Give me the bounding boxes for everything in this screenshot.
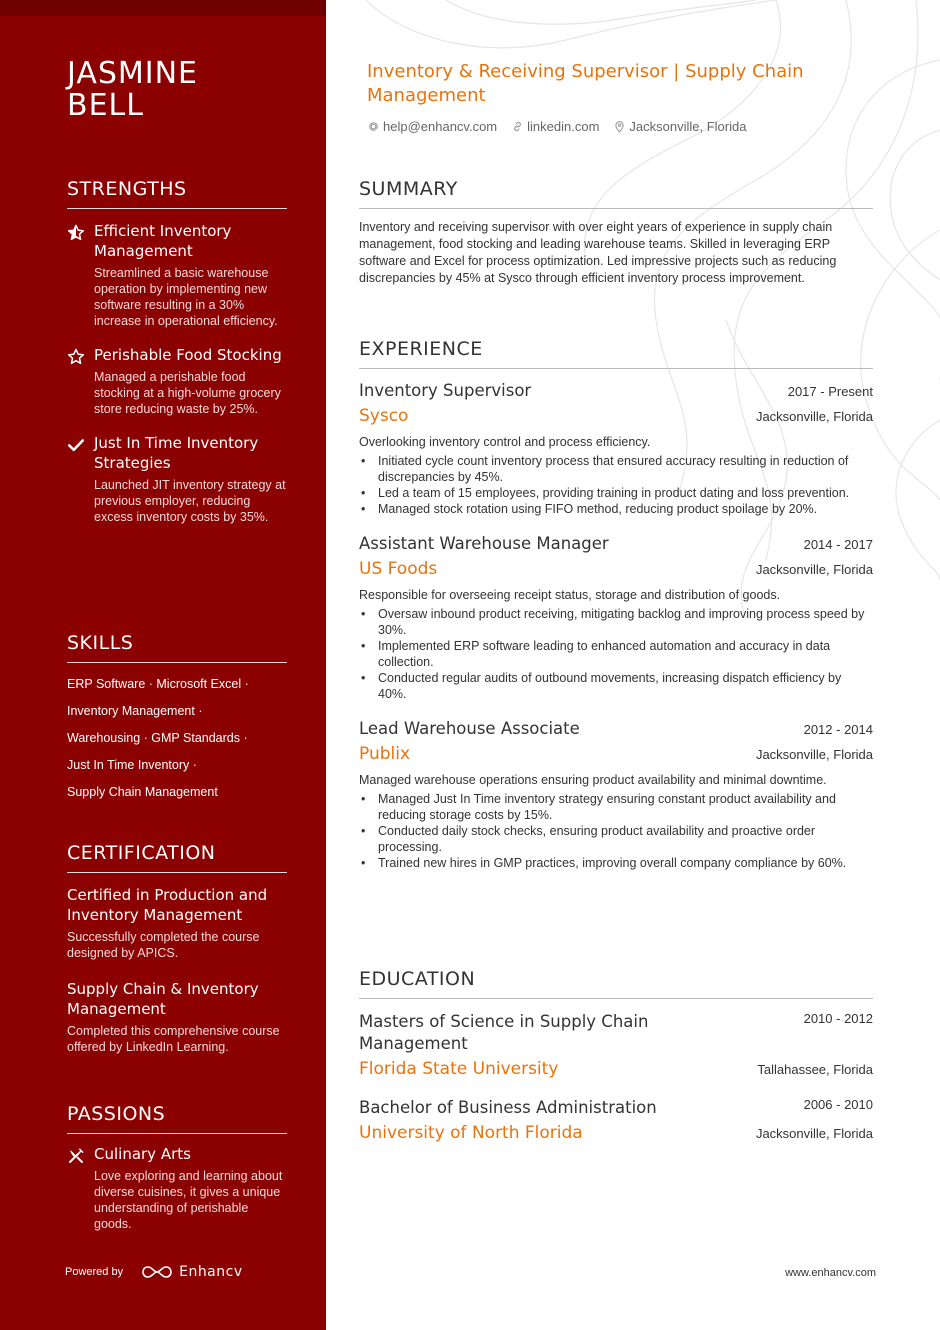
job-bullet: • Conducted regular audits of outbound movements, increasing dispatch efficiency by 40%. xyxy=(359,670,873,702)
certification-section xyxy=(67,842,287,1055)
summary-text: Inventory and receiving supervisor with over eight years of experience in supply chain management, food stocking and leading warehouse teams. Skilled in leveraging ERP software and Excel for process optimization. Led impressive projects such as reducing discrepancies by 45% at Sysco through efficient inventory process improvement. xyxy=(359,220,837,285)
strength-title: Efficient Inventory Management xyxy=(94,222,232,260)
first-name: JASMINE xyxy=(67,56,199,91)
brand-name: Enhancv xyxy=(179,1264,243,1280)
job-description: Overlooking inventory control and process efficiency. xyxy=(359,435,651,449)
strength-title: Perishable Food Stocking xyxy=(94,346,282,364)
school-location: Jacksonville, Florida xyxy=(755,1126,873,1141)
experience-section xyxy=(359,338,873,871)
contact-location xyxy=(613,119,746,134)
degree-title: Masters of Science in Supply Chain Management xyxy=(359,1012,649,1053)
job-bullets xyxy=(359,453,873,517)
contact-bar xyxy=(367,119,760,134)
job-title: Inventory Supervisor xyxy=(359,381,532,400)
school-name: University of North Florida xyxy=(359,1123,583,1143)
at-icon xyxy=(367,120,380,133)
education-entry xyxy=(359,1097,873,1143)
candidate-name xyxy=(67,58,198,122)
cert-desc: Completed this comprehensive course offered by LinkedIn Learning. xyxy=(67,1024,280,1054)
skills-title: SKILLS xyxy=(67,632,287,663)
footer-url[interactable]: www.enhancv.com xyxy=(785,1267,876,1279)
last-name: BELL xyxy=(67,88,144,123)
certification-title: CERTIFICATION xyxy=(67,842,287,873)
strength-title: Just In Time Inventory Strategies xyxy=(94,434,259,472)
powered-by xyxy=(65,1264,243,1280)
strengths-title: STRENGTHS xyxy=(67,178,287,209)
job-bullet: • Oversaw inbound product receiving, mitigating backlog and improving process speed by 30%. xyxy=(359,606,873,638)
skill-line: Supply Chain Management xyxy=(67,785,218,799)
job-date: 2014 - 2017 xyxy=(803,537,873,552)
powered-by-label: Powered by xyxy=(65,1266,124,1278)
job-bullets xyxy=(359,606,873,702)
school-location: Tallahassee, Florida xyxy=(757,1062,873,1077)
job-bullet: • Implemented ERP software leading to enhanced automation and accuracy in data collection. xyxy=(359,638,873,670)
strength-desc: Launched JIT inventory strategy at previous employer, reducing excess inventory costs by 35%. xyxy=(94,478,286,524)
job-bullet: • Initiated cycle count inventory process that ensured accuracy resulting in reduction of discrepancies by 45%. xyxy=(359,453,873,485)
experience-title: EXPERIENCE xyxy=(359,338,873,369)
strength-desc: Streamlined a basic warehouse operation by implementing new software resulting in a 30% increase in operational efficiency. xyxy=(94,266,278,328)
passion-desc: Love exploring and learning about diverse cuisines, it gives a unique understanding of perishable goods. xyxy=(94,1169,283,1231)
passions-section xyxy=(67,1103,287,1232)
job-company: Sysco xyxy=(359,406,409,426)
education-date: 2010 - 2012 xyxy=(803,1011,873,1026)
job-bullet: • Trained new hires in GMP practices, improving overall company compliance by 60%. xyxy=(359,855,873,871)
cert-title: Certified in Production and Inventory Management xyxy=(67,886,268,924)
strength-item xyxy=(67,345,287,417)
skill-line: ERP Software · Microsoft Excel · xyxy=(67,677,249,691)
skill-line: Inventory Management · xyxy=(67,704,203,718)
education-section xyxy=(359,968,873,1143)
contact-location-text: Jacksonville, Florida xyxy=(629,119,747,134)
half-star-icon xyxy=(67,224,85,242)
location-pin-icon xyxy=(613,120,626,133)
star-outline-icon xyxy=(67,348,85,366)
cert-item xyxy=(67,979,287,1055)
summary-section xyxy=(359,178,873,287)
skills-section xyxy=(67,632,287,806)
contact-linkedin-text: linkedin.com xyxy=(527,119,600,134)
strength-item xyxy=(67,221,287,329)
job-entry xyxy=(359,381,873,517)
summary-title: SUMMARY xyxy=(359,178,873,209)
job-location: Jacksonville, Florida xyxy=(755,747,873,762)
sidebar-top-band xyxy=(0,0,326,16)
cert-title: Supply Chain & Inventory Management xyxy=(67,980,259,1018)
contact-linkedin[interactable] xyxy=(511,119,599,134)
job-description: Responsible for overseeing receipt status, storage and distribution of goods. xyxy=(359,588,781,602)
job-entry xyxy=(359,534,873,702)
job-description: Managed warehouse operations ensuring product availability and minimal downtime. xyxy=(359,773,827,787)
contact-email-text: help@enhancv.com xyxy=(383,119,498,134)
school-name: Florida State University xyxy=(359,1059,559,1079)
strengths-section xyxy=(67,178,287,525)
skill-line: Warehousing · GMP Standards · xyxy=(67,731,248,745)
job-date: 2012 - 2014 xyxy=(803,722,873,737)
passion-item xyxy=(67,1144,287,1232)
job-company: Publix xyxy=(359,744,411,764)
infinity-logo-icon xyxy=(141,1264,173,1280)
headline: Inventory & Receiving Supervisor | Supply Chain Management xyxy=(367,61,804,106)
job-title: Assistant Warehouse Manager xyxy=(359,534,609,553)
strength-item xyxy=(67,433,287,525)
passions-title: PASSIONS xyxy=(67,1103,287,1134)
main-content xyxy=(326,0,940,1330)
skills-list xyxy=(67,671,287,806)
checkmark-icon xyxy=(67,436,85,454)
job-company: US Foods xyxy=(359,559,438,579)
strength-desc: Managed a perishable food stocking at a high-volume grocery store reducing waste by 25%. xyxy=(94,370,281,416)
job-bullet: • Led a team of 15 employees, providing training in product dating and loss prevention. xyxy=(359,485,873,501)
culinary-icon xyxy=(67,1147,85,1165)
skill-line: Just In Time Inventory · xyxy=(67,758,197,772)
enhancv-logo[interactable] xyxy=(141,1264,243,1280)
passion-title: Culinary Arts xyxy=(94,1145,191,1163)
job-location: Jacksonville, Florida xyxy=(755,562,873,577)
job-date: 2017 - Present xyxy=(787,384,873,399)
education-entry xyxy=(359,1011,873,1079)
education-title: EDUCATION xyxy=(359,968,873,999)
cert-item xyxy=(67,885,287,961)
cert-desc: Successfully completed the course designed by APICS. xyxy=(67,930,260,960)
job-entry xyxy=(359,719,873,871)
job-bullet: • Managed stock rotation using FIFO method, reducing product spoilage by 20%. xyxy=(359,501,873,517)
job-bullet: • Conducted daily stock checks, ensuring product availability and proactive order processing. xyxy=(359,823,873,855)
job-bullet: • Managed Just In Time inventory strategy ensuring constant product availability and reducing storage costs by 15%. xyxy=(359,791,873,823)
degree-title: Bachelor of Business Administration xyxy=(359,1098,657,1117)
job-bullets xyxy=(359,791,873,871)
job-location: Jacksonville, Florida xyxy=(755,409,873,424)
education-date: 2006 - 2010 xyxy=(803,1097,873,1112)
job-title: Lead Warehouse Associate xyxy=(359,719,580,738)
link-icon xyxy=(511,120,524,133)
sidebar xyxy=(0,0,326,1330)
contact-email[interactable] xyxy=(367,119,497,134)
